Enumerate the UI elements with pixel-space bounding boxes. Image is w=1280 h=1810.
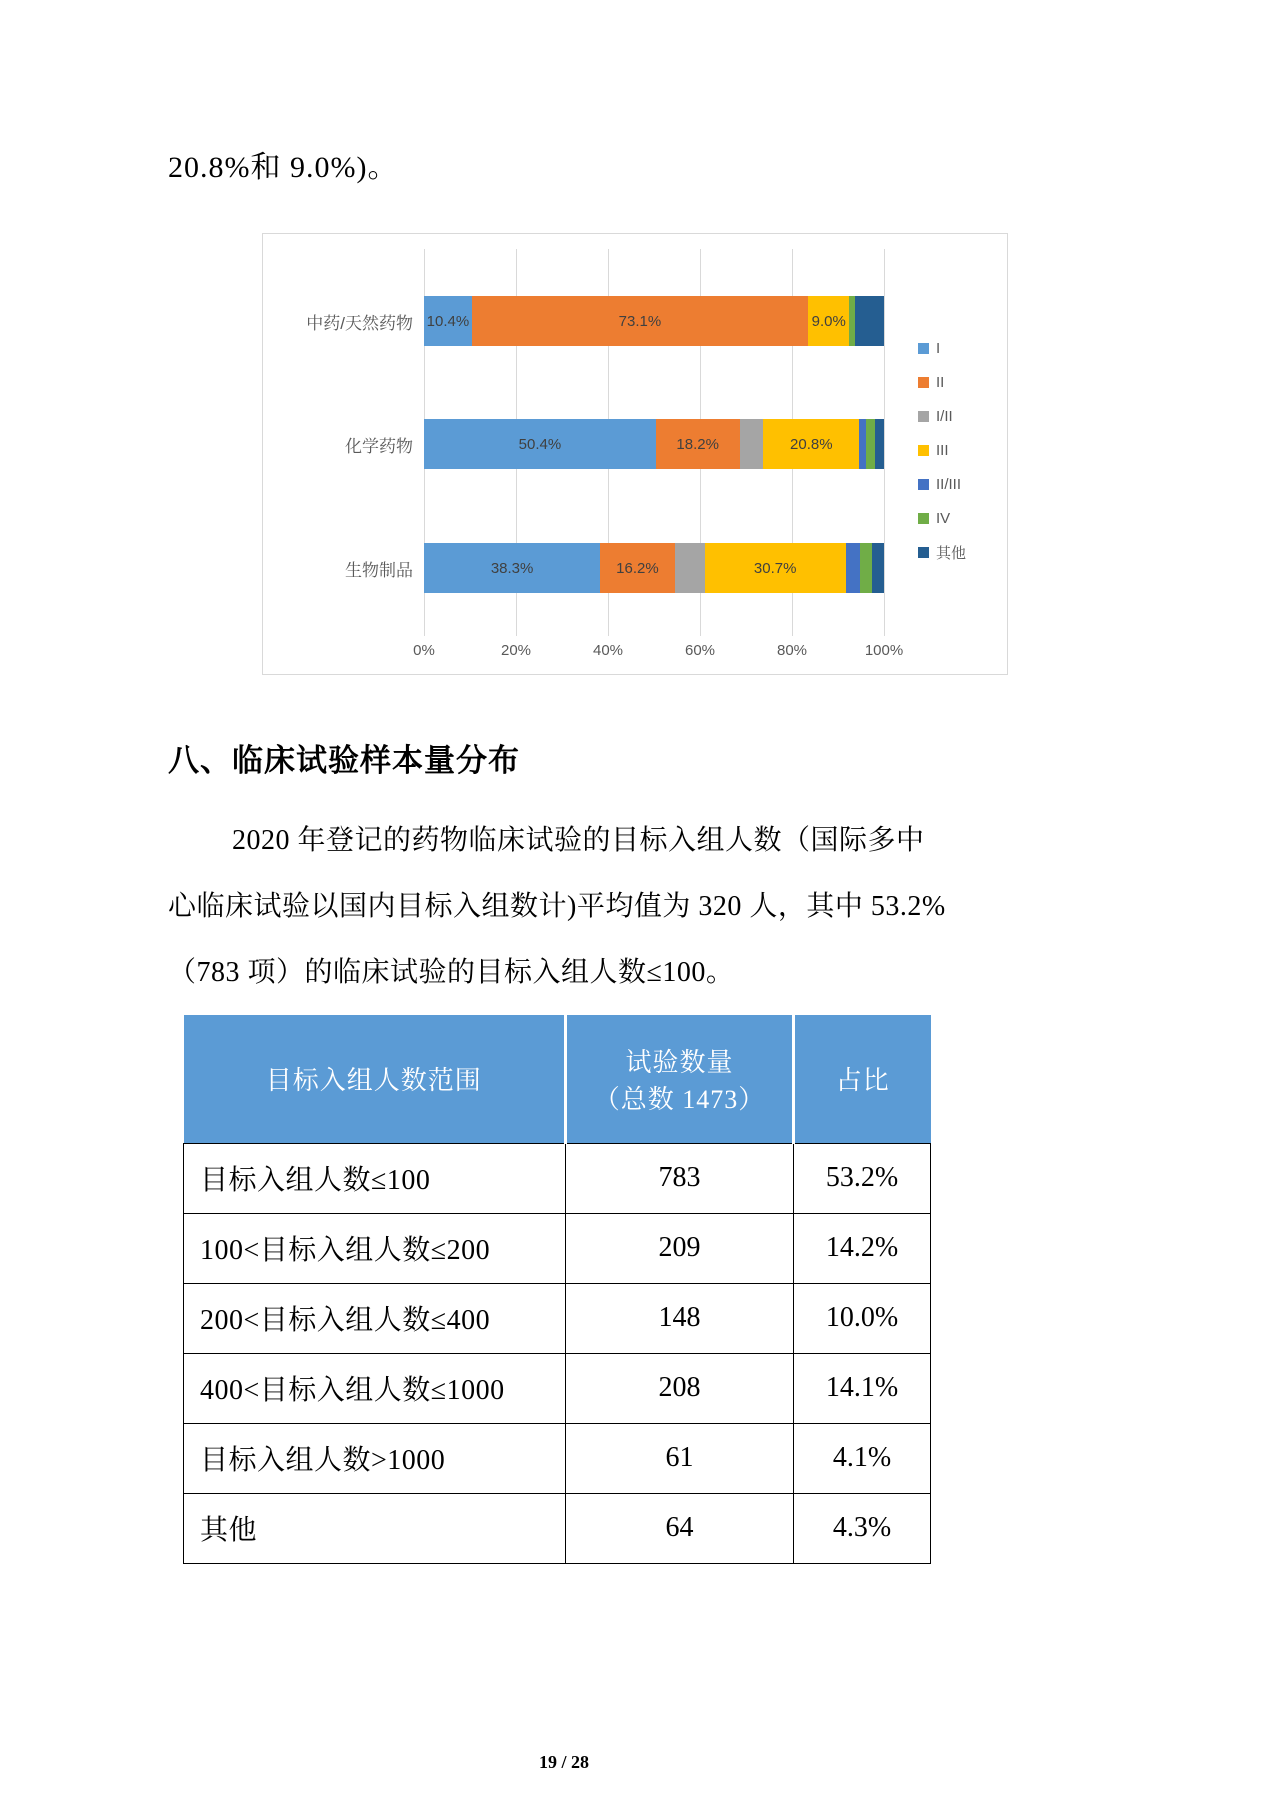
- bar-segment: [705, 543, 846, 593]
- paragraph-line: （783 项）的临床试验的目标入组人数≤100。: [168, 957, 735, 988]
- legend-item: [918, 473, 966, 495]
- table-header-cell: [184, 1015, 566, 1143]
- legend-label: III: [936, 441, 949, 459]
- legend-label: 其他: [936, 544, 967, 562]
- table-header-cell: [566, 1015, 794, 1143]
- table-cell: 400<目标入组人数≤1000: [184, 1353, 566, 1423]
- x-axis-tick: 80%: [776, 642, 808, 659]
- table-cell: 4.3%: [794, 1493, 931, 1563]
- legend-swatch: [918, 445, 929, 456]
- legend-item: [918, 541, 966, 563]
- legend-swatch: [918, 377, 929, 388]
- legend-label: I/II: [936, 407, 953, 425]
- body-paragraph: [168, 808, 968, 1006]
- bar-data-label: 38.3%: [490, 559, 534, 577]
- legend-item: [918, 405, 966, 427]
- bar-data-label: 16.2%: [616, 559, 659, 577]
- table-row: [184, 1213, 931, 1283]
- legend-item: [918, 507, 966, 529]
- table-cell: 783: [566, 1143, 794, 1213]
- page-number: 19 / 28: [538, 1752, 589, 1772]
- bar-segment: [866, 419, 875, 469]
- table-header-row: [184, 1015, 931, 1143]
- table-cell: 208: [566, 1353, 794, 1423]
- legend-swatch: [918, 343, 929, 354]
- table-cell: 10.0%: [794, 1283, 931, 1353]
- bar-data-label: 18.2%: [676, 435, 719, 453]
- table-row: [184, 1283, 931, 1353]
- table-header-line: 目标入组人数范围: [265, 1066, 482, 1096]
- table-row: [184, 1143, 931, 1213]
- table-cell: 4.1%: [794, 1423, 931, 1493]
- x-axis-tick: 100%: [864, 642, 904, 659]
- table-cell: 148: [566, 1283, 794, 1353]
- bar-segment: [855, 296, 884, 346]
- category-label: 生物制品: [345, 560, 413, 580]
- table-cell: 14.1%: [794, 1353, 931, 1423]
- bar-segment: [808, 296, 849, 346]
- bar-segment: [859, 419, 866, 469]
- legend-label: IV: [936, 509, 951, 527]
- bar-segment: [472, 296, 808, 346]
- bar-segment: [763, 419, 859, 469]
- table-cell: 14.2%: [794, 1213, 931, 1283]
- sample-size-table: [183, 1015, 931, 1564]
- legend-swatch: [918, 411, 929, 422]
- gridline: [884, 249, 885, 636]
- legend-label: II/III: [936, 475, 962, 493]
- table-cell: 目标入组人数>1000: [184, 1423, 566, 1493]
- category-label: 化学药物: [345, 436, 413, 456]
- table-cell: 53.2%: [794, 1143, 931, 1213]
- table-cell: 100<目标入组人数≤200: [184, 1213, 566, 1283]
- bar-segment: [860, 543, 872, 593]
- bar-segment: [424, 296, 472, 346]
- bar-row: [424, 543, 884, 593]
- x-axis-tick: 20%: [500, 642, 532, 659]
- legend-label: II: [936, 373, 945, 391]
- table-cell: 其他: [184, 1493, 566, 1563]
- table-cell: 61: [566, 1423, 794, 1493]
- legend-item: [918, 439, 966, 461]
- bar-row: [424, 419, 884, 469]
- top-paragraph-fragment: 20.8%和 9.0%)。: [168, 151, 399, 184]
- bar-data-label: 73.1%: [618, 312, 662, 330]
- stacked-bar-chart: [262, 233, 1008, 675]
- bar-data-label: 30.7%: [753, 559, 797, 577]
- table-header: [184, 1015, 931, 1143]
- bar-segment: [875, 419, 884, 469]
- table-cell: 200<目标入组人数≤400: [184, 1283, 566, 1353]
- legend-item: [918, 371, 966, 393]
- bar-segment: [740, 419, 764, 469]
- bar-data-label: 50.4%: [518, 435, 562, 453]
- section-heading: 八、临床试验样本量分布: [168, 743, 520, 778]
- legend-swatch: [918, 547, 929, 558]
- table-row: [184, 1423, 931, 1493]
- legend-label: I: [936, 339, 941, 357]
- bar-row: [424, 296, 884, 346]
- bar-segment: [675, 543, 705, 593]
- chart-legend: [918, 337, 966, 575]
- table-cell: 目标入组人数≤100: [184, 1143, 566, 1213]
- x-axis-tick: 0%: [413, 642, 435, 659]
- bar-segment: [600, 543, 675, 593]
- table-body: [184, 1143, 931, 1563]
- legend-item: [918, 337, 966, 359]
- table-cell: 209: [566, 1213, 794, 1283]
- table-row: [184, 1353, 931, 1423]
- x-axis-tick: 60%: [684, 642, 716, 659]
- bar-data-label: 9.0%: [811, 312, 846, 330]
- category-label: 中药/天然药物: [306, 313, 413, 333]
- legend-swatch: [918, 479, 929, 490]
- paragraph-line: 2020 年登记的药物临床试验的目标入组人数（国际多中: [232, 825, 925, 856]
- table-cell: 64: [566, 1493, 794, 1563]
- bar-data-label: 10.4%: [426, 312, 470, 330]
- bar-segment: [872, 543, 884, 593]
- legend-swatch: [918, 513, 929, 524]
- table-header-line: （总数 1473）: [593, 1084, 766, 1114]
- paragraph-line: 心临床试验以国内目标入组数计)平均值为 320 人，其中 53.2%: [168, 891, 946, 922]
- bar-segment: [656, 419, 740, 469]
- bar-data-label: 20.8%: [790, 435, 833, 453]
- table-row: [184, 1493, 931, 1563]
- bar-segment: [424, 419, 656, 469]
- bar-segment: [846, 543, 860, 593]
- table-header-line: 占比: [835, 1066, 890, 1096]
- x-axis-tick: 40%: [592, 642, 624, 659]
- table-header-line: 试验数量: [625, 1047, 734, 1077]
- bar-segment: [424, 543, 600, 593]
- table-header-cell: [794, 1015, 931, 1143]
